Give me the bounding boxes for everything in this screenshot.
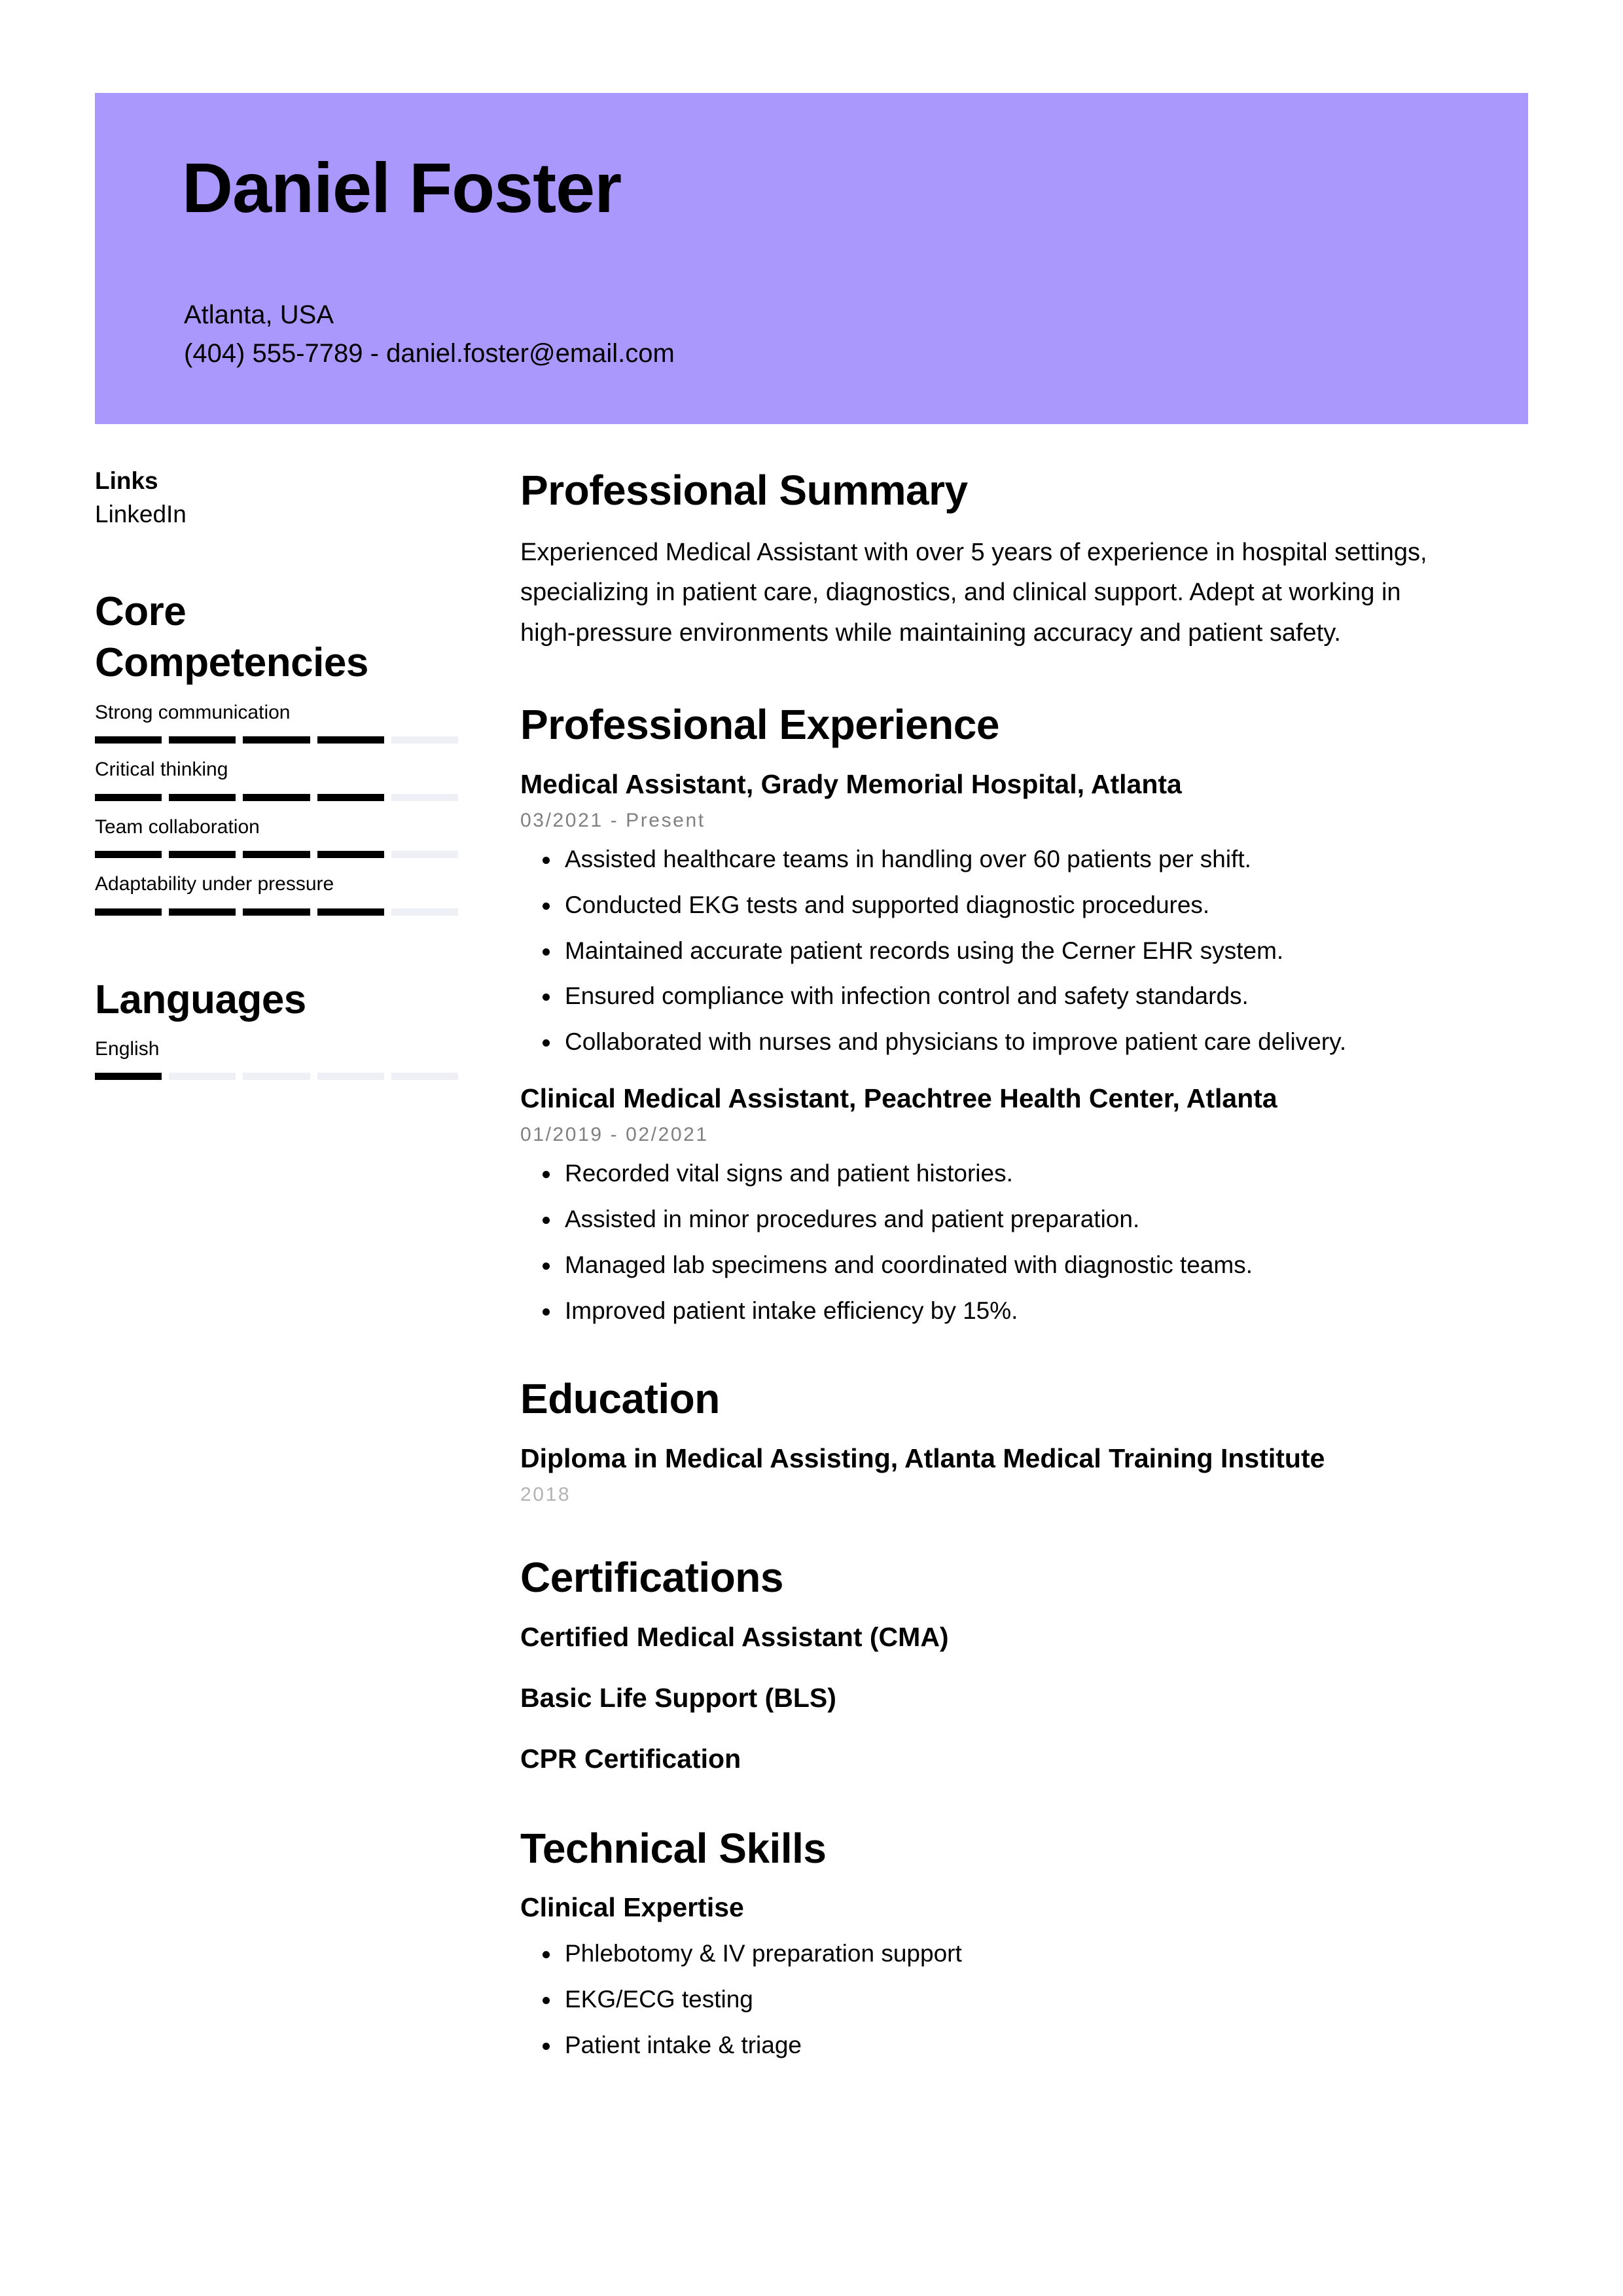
contact-block	[184, 296, 675, 373]
job-bullets	[520, 842, 1463, 1059]
section-certifications	[520, 1553, 1463, 1776]
rating-segment	[243, 794, 310, 801]
rating-segment	[95, 794, 162, 801]
job-bullets	[520, 1157, 1463, 1327]
job-title: Medical Assistant, Grady Memorial Hospital, Atlanta	[520, 768, 1182, 799]
list-item: Managed lab specimens and coordinated with diagnostic teams.	[520, 1248, 1463, 1282]
experience-heading: Professional Experience	[520, 701, 999, 749]
spacer	[95, 929, 461, 975]
certification-item: Certified Medical Assistant (CMA)	[520, 1621, 949, 1652]
competency-rating-bar	[95, 736, 458, 744]
rating-segment	[243, 1073, 310, 1080]
job-dates: 03/2021 - Present	[520, 809, 705, 831]
experience-entry	[520, 1081, 1463, 1327]
rating-segment	[169, 908, 236, 916]
list-item: Patient intake & triage	[520, 2028, 1463, 2062]
sidebar-section-core-competencies	[95, 586, 461, 915]
list-item: EKG/ECG testing	[520, 1982, 1463, 2017]
education-heading: Education	[520, 1375, 720, 1423]
sidebar-section-languages	[95, 975, 461, 1081]
language-label: English	[95, 1037, 160, 1060]
language-rating-bar	[95, 1073, 458, 1080]
rating-segment	[169, 736, 236, 744]
rating-segment	[317, 1073, 384, 1080]
list-item: Phlebotomy & IV preparation support	[520, 1937, 1463, 1971]
core-competencies-heading: Core Competencies	[95, 589, 368, 686]
competency-row	[95, 757, 461, 801]
skill-group	[520, 1890, 1463, 2062]
sidebar	[95, 466, 461, 1093]
technical-skills-heading: Technical Skills	[520, 1824, 827, 1872]
main-content	[520, 466, 1463, 2062]
list-item: Assisted in minor procedures and patient preparation.	[520, 1202, 1463, 1236]
education-year: 2018	[520, 1484, 571, 1506]
rating-segment	[391, 1073, 458, 1080]
competency-label: Strong communication	[95, 701, 291, 723]
summary-text: Experienced Medical Assistant with over 5 years of experience in hospital settings, specializing in patient care, diagnostics, and clinical support. Adept at working in high-pressure environments while maintaining accuracy and patient safety.	[520, 538, 1427, 647]
page-title: Daniel Foster	[182, 148, 622, 227]
section-professional-experience	[520, 700, 1463, 1327]
list-item: Collaborated with nurses and physicians to improve patient care delivery.	[520, 1025, 1463, 1059]
rating-segment	[95, 851, 162, 858]
section-education	[520, 1374, 1463, 1506]
competency-label: Adaptability under pressure	[95, 873, 334, 895]
contact-location: Atlanta, USA	[184, 300, 334, 329]
list-item: Improved patient intake efficiency by 15%.	[520, 1294, 1463, 1328]
languages-heading: Languages	[95, 977, 306, 1022]
competency-rating-bar	[95, 851, 458, 858]
certifications-heading: Certifications	[520, 1554, 783, 1602]
competency-row	[95, 700, 461, 744]
list-item: Maintained accurate patient records using the Cerner EHR system.	[520, 934, 1463, 968]
list-item: Conducted EKG tests and supported diagnostic procedures.	[520, 888, 1463, 922]
rating-segment	[243, 851, 310, 858]
rating-segment	[391, 736, 458, 744]
links-heading: Links	[95, 467, 158, 494]
competency-row	[95, 814, 461, 859]
education-degree: Diploma in Medical Assisting, Atlanta Medical Training Institute	[520, 1443, 1325, 1473]
certification-item: CPR Certification	[520, 1744, 741, 1774]
rating-segment	[169, 794, 236, 801]
competency-label: Critical thinking	[95, 759, 228, 781]
summary-heading: Professional Summary	[520, 467, 968, 514]
rating-segment	[317, 851, 384, 858]
rating-segment	[95, 736, 162, 744]
rating-segment	[95, 908, 162, 916]
spacer	[95, 530, 461, 586]
rating-segment	[391, 851, 458, 858]
sidebar-item-linkedin[interactable]: LinkedIn	[95, 501, 187, 528]
rating-segment	[391, 908, 458, 916]
skill-group-title: Clinical Expertise	[520, 1892, 744, 1923]
rating-segment	[317, 736, 384, 744]
sidebar-section-links	[95, 466, 461, 530]
rating-segment	[317, 908, 384, 916]
section-technical-skills	[520, 1824, 1463, 2062]
rating-segment	[391, 794, 458, 801]
resume-header-banner	[95, 93, 1528, 424]
competency-rating-bar	[95, 794, 458, 801]
certification-item: Basic Life Support (BLS)	[520, 1683, 836, 1713]
rating-segment	[243, 736, 310, 744]
experience-entry	[520, 767, 1463, 1059]
rating-segment	[317, 794, 384, 801]
job-dates: 01/2019 - 02/2021	[520, 1124, 709, 1146]
competency-rating-bar	[95, 908, 458, 916]
rating-segment	[169, 1073, 236, 1080]
list-item: Ensured compliance with infection control and safety standards.	[520, 979, 1463, 1013]
rating-segment	[169, 851, 236, 858]
skill-group-bullets	[520, 1937, 1463, 2062]
competency-row	[95, 871, 461, 916]
list-item: Recorded vital signs and patient histories.	[520, 1157, 1463, 1191]
rating-segment	[95, 1073, 162, 1080]
education-entry	[520, 1441, 1463, 1506]
competency-label: Team collaboration	[95, 816, 260, 838]
rating-segment	[243, 908, 310, 916]
section-professional-summary	[520, 466, 1463, 653]
contact-phone-email: (404) 555-7789 - daniel.foster@email.com	[184, 339, 675, 368]
language-row	[95, 1036, 461, 1081]
job-title: Clinical Medical Assistant, Peachtree Health Center, Atlanta	[520, 1083, 1277, 1113]
list-item: Assisted healthcare teams in handling over 60 patients per shift.	[520, 842, 1463, 876]
